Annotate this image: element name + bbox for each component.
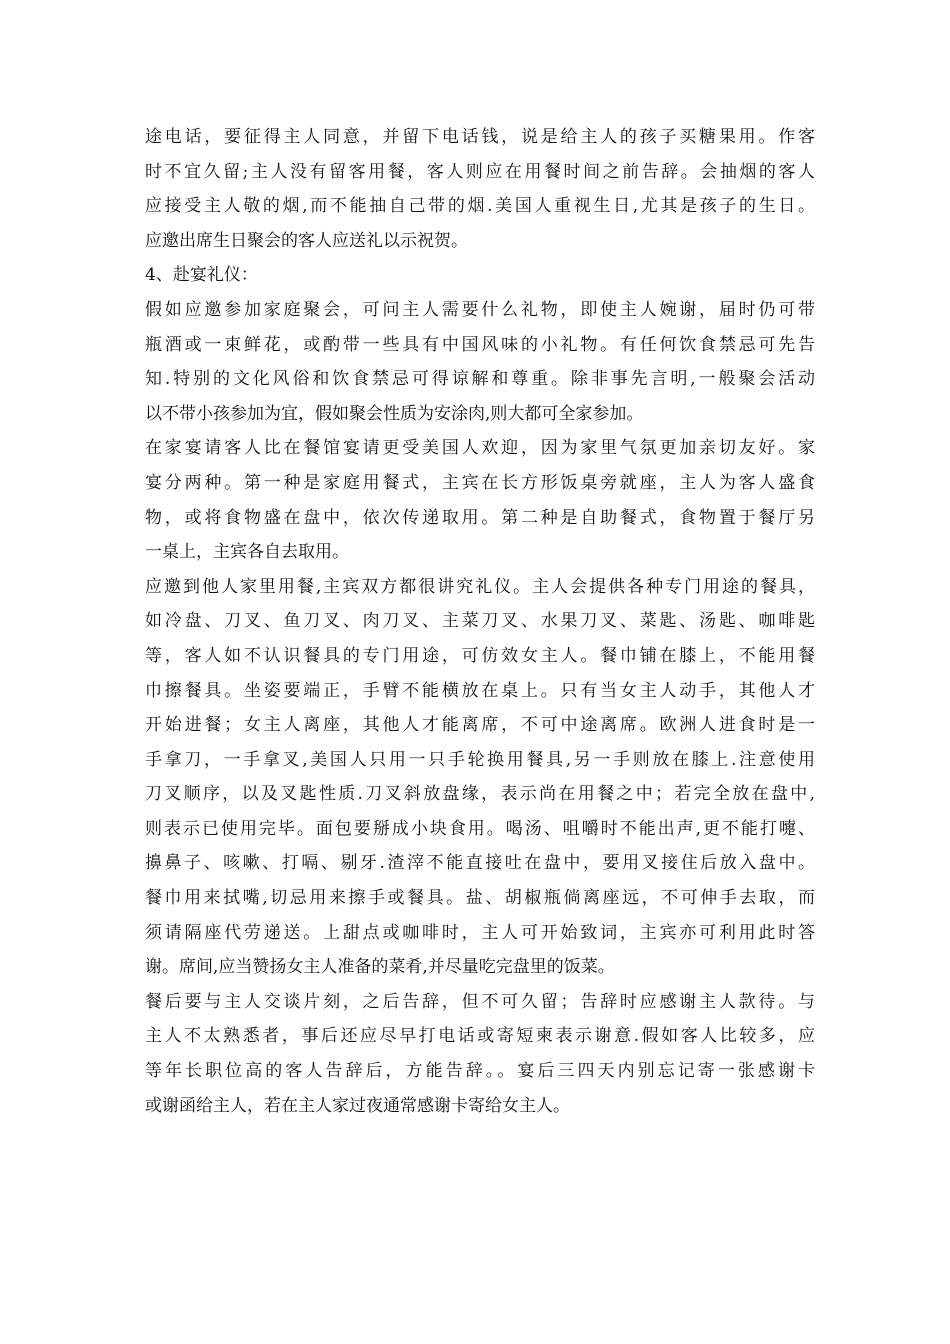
text-line: 谢。席间,应当赞扬女主人准备的菜肴,并尽量吃完盘里的饭菜。 xyxy=(145,957,615,978)
text-line: 等年长职位高的客人告辞后，方能告辞。。宴后三四天内别忘记寄一张感谢卡 xyxy=(145,1061,815,1082)
text-line: 物，或将食物盛在盘中，依次传递取用。第二种是自助餐式，食物置于餐厅另 xyxy=(145,507,815,528)
text-line: 刀叉顺序，以及叉匙性质.刀叉斜放盘缘，表示尚在用餐之中；若完全放在盘中, xyxy=(145,784,815,805)
text-line: 开始进餐；女主人离座，其他人才能离席，不可中途离席。欧洲人进食时是一 xyxy=(145,715,815,736)
text-line: 须请隔座代劳递送。上甜点或咖啡时，主人可开始致词，主宾亦可利用此时答 xyxy=(145,922,815,943)
text-line: 则表示已使用完毕。面包要掰成小块食用。喝汤、咀嚼时不能出声,更不能打嚏、 xyxy=(145,818,815,839)
text-line: 瓶酒或一束鲜花，或酌带一些具有中国风味的小礼物。有任何饮食禁忌可先告 xyxy=(145,334,815,355)
text-line: 知.特别的文化风俗和饮食禁忌可得谅解和尊重。除非事先言明,一般聚会活动 xyxy=(145,369,815,390)
text-line: 时不宜久留;主人没有留客用餐，客人则应在用餐时间之前告辞。会抽烟的客人 xyxy=(145,161,815,182)
text-line: 擤鼻子、咳嗽、打嗝、剔牙.渣滓不能直接吐在盘中，要用叉接住后放入盘中。 xyxy=(145,853,815,874)
text-line: 餐后要与主人交谈片刻，之后告辞，但不可久留；告辞时应感谢主人款待。与 xyxy=(145,991,815,1012)
text-line: 应邀到他人家里用餐,主宾双方都很讲究礼仪。主人会提供各种专门用途的餐具， xyxy=(145,576,815,597)
text-line: 餐巾用来拭嘴,切忌用来擦手或餐具。盐、胡椒瓶倘离座远，不可伸手去取，而 xyxy=(145,888,815,909)
text-line: 4、赴宴礼仪： xyxy=(145,265,258,286)
text-line: 主人不太熟悉者，事后还应尽早打电话或寄短柬表示谢意.假如客人比较多，应 xyxy=(145,1026,815,1047)
text-line: 手拿刀，一手拿叉,美国人只用一只手轮换用餐具,另一手则放在膝上.注意使用 xyxy=(145,749,815,770)
text-line: 如冷盘、刀叉、鱼刀叉、肉刀叉、主菜刀叉、水果刀叉、菜匙、汤匙、咖啡匙 xyxy=(145,611,815,632)
text-line: 一桌上，主宾各自去取用。 xyxy=(145,542,349,563)
text-line: 巾擦餐具。坐姿要端正，手臂不能横放在桌上。只有当女主人动手，其他人才 xyxy=(145,680,815,701)
text-line: 应接受主人敬的烟,而不能抽自己带的烟.美国人重视生日,尤其是孩子的生日。 xyxy=(145,196,815,217)
text-line: 等，客人如不认识餐具的专门用途，可仿效女主人。餐巾铺在膝上，不能用餐 xyxy=(145,645,815,666)
text-line: 或谢函给主人，若在主人家过夜通常感谢卡寄给女主人。 xyxy=(145,1095,570,1116)
document-body xyxy=(145,120,815,1123)
text-line: 途电话，要征得主人同意，并留下电话钱，说是给主人的孩子买糖果用。作客 xyxy=(145,127,815,147)
text-line: 假如应邀参加家庭聚会，可问主人需要什么礼物，即使主人婉谢，届时仍可带 xyxy=(145,299,815,320)
text-line: 以不带小孩参加为宜，假如聚会性质为安涂肉,则大都可全家参加。 xyxy=(145,403,644,424)
text-line: 宴分两种。第一种是家庭用餐式，主宾在长方形饭桌旁就座，主人为客人盛食 xyxy=(145,472,815,493)
text-line: 应邀出席生日聚会的客人应送礼以示祝贺。 xyxy=(145,230,468,251)
text-line: 在家宴请客人比在餐馆宴请更受美国人欢迎，因为家里气氛更加亲切友好。家 xyxy=(145,438,815,459)
